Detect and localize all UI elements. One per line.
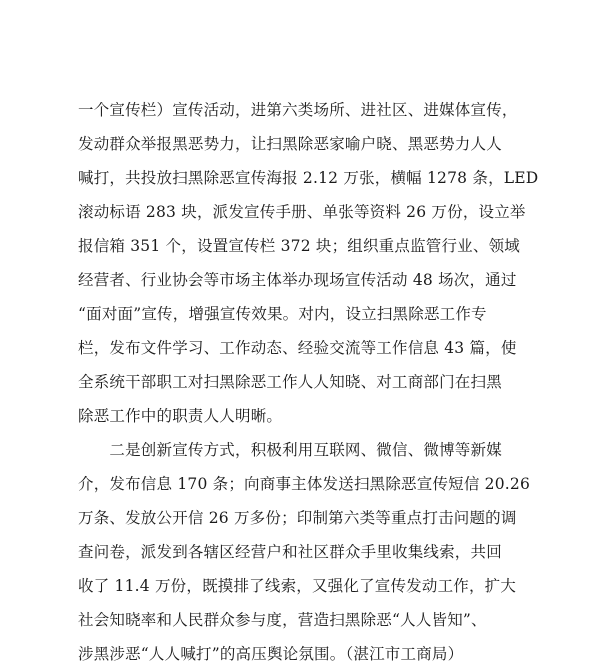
text-line: 一个宣传栏）宣传活动，进第六类场所、进社区、进媒体宣传， (78, 101, 518, 119)
text-line: 二是创新宣传方式，积极利用互联网、微信、微博等新媒 (78, 441, 502, 459)
text-line: 发动群众举报黑恶势力，让扫黑除恶家喻户晓、黑恶势力人人 (78, 135, 502, 153)
text-line: 万条、发放公开信 26 万多份；印制第六类等重点打击问题的调 (78, 509, 517, 527)
text-line: 喊打，共投放扫黑除恶宣传海报 2.12 万张，横幅 1278 条，LED (78, 169, 539, 187)
text-line: 查问卷，派发到各辖区经营户和社区群众手里收集线索，共回 (78, 543, 502, 561)
text-line: 涉黑涉恶“人人喊打”的高压舆论氛围。（湛江市工商局） (78, 645, 464, 663)
text-line: 除恶工作中的职责人人明晰。 (78, 407, 283, 425)
text-line: 社会知晓率和人民群众参与度，营造扫黑除恶“人人皆知”、 (78, 611, 487, 629)
article-body (78, 93, 539, 671)
text-line: 全系统干部职工对扫黑除恶工作人人知晓、对工商部门在扫黑 (78, 373, 502, 391)
text-line: “面对面”宣传，增强宣传效果。对内，设立扫黑除恶工作专 (78, 305, 487, 323)
text-line: 收了 11.4 万份，既摸排了线索，又强化了宣传发动工作，扩大 (78, 577, 517, 595)
text-line: 介，发布信息 170 条；向商事主体发送扫黑除恶宣传短信 20.26 (78, 475, 531, 493)
text-line: 滚动标语 283 块，派发宣传手册、单张等资料 26 万份，设立举 (78, 203, 526, 221)
text-line: 经营者、行业协会等市场主体举办现场宣传活动 48 场次，通过 (78, 271, 517, 289)
text-line: 报信箱 351 个，设置宣传栏 372 块；组织重点监管行业、领域 (78, 237, 520, 255)
text-line: 栏，发布文件学习、工作动态、经验交流等工作信息 43 篇，使 (78, 339, 517, 357)
